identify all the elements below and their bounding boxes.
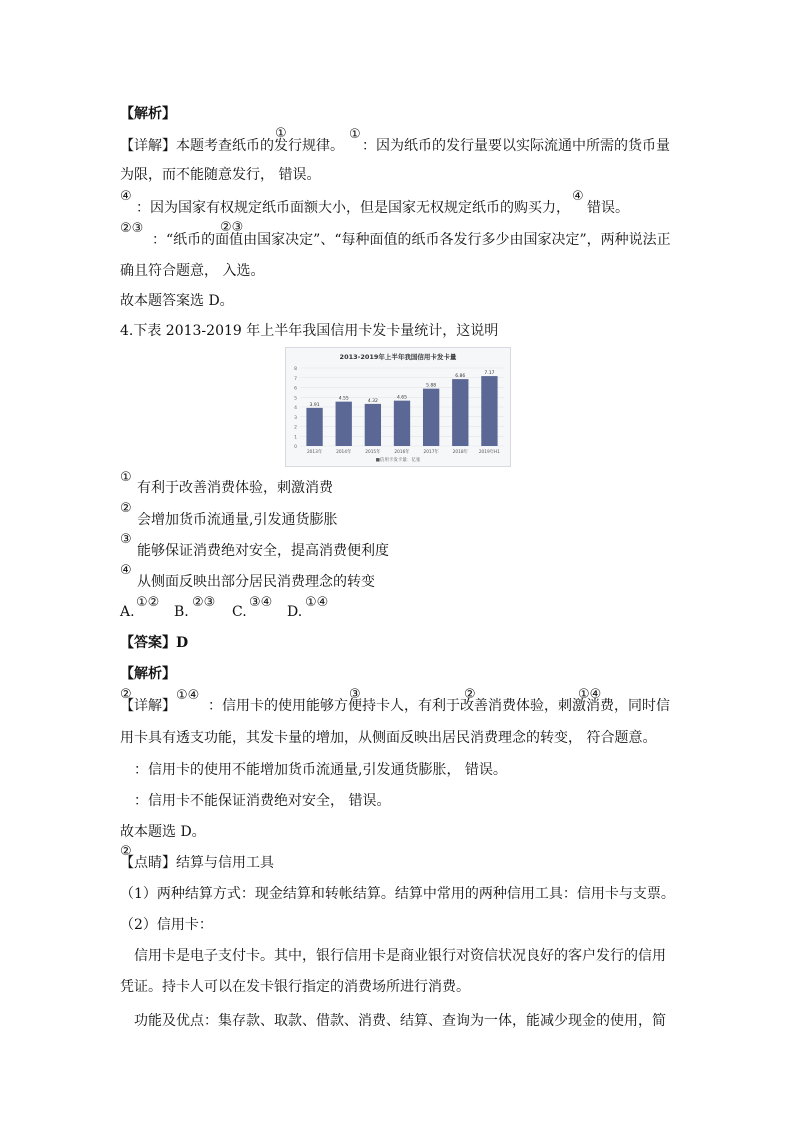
circled-14-marker: ①④ xyxy=(578,687,602,702)
answer-line: 故本题选 D。 xyxy=(120,824,206,840)
detail-line-5: 确且符合题意， 入选。 xyxy=(120,263,265,279)
x-tick-label: 2018年 xyxy=(452,450,468,455)
option-3: 能够保证消费绝对安全，提高消费便利度 xyxy=(137,543,389,559)
paragraph-3: 信用卡是电子支付卡。其中，银行信用卡是商业银行对资信状况良好的客户发行的信用 xyxy=(134,948,666,964)
bar-value-label: 4.65 xyxy=(396,395,408,401)
option-1: 有利于改善消费体验，刺激消费 xyxy=(137,480,333,496)
bar xyxy=(365,404,381,446)
circled-2-marker: ② xyxy=(120,501,132,516)
option-2: 会增加货币流通量,引发通货膨胀 xyxy=(137,512,338,528)
analysis-heading: 【解析】 xyxy=(120,106,176,122)
y-tick-label: 6 xyxy=(294,386,297,392)
chart-title: 2013-2019年上半年我国信用卡发卡量 xyxy=(339,353,457,361)
bar xyxy=(394,401,410,446)
circled-2-marker: ② xyxy=(120,844,132,859)
bar-value-label: 7.17 xyxy=(484,371,495,377)
bar-chart xyxy=(285,347,511,467)
paragraph-5: 功能及优点：集存款、取款、借款、消费、结算、查询为一体，能减少现金的使用，简 xyxy=(134,1013,666,1029)
circled-1-marker: ① xyxy=(275,126,287,141)
detail-line-3: ：信用卡的使用不能增加货币流通量,引发通货膨胀， 错误。 xyxy=(134,762,507,778)
choice-a-label: A. xyxy=(120,604,135,620)
circled-23-marker: ②③ xyxy=(220,220,244,235)
bar-value-label: 6.86 xyxy=(455,374,466,380)
y-tick-label: 5 xyxy=(294,396,297,402)
y-tick-label: 1 xyxy=(294,435,297,441)
x-tick-label: 2017年 xyxy=(423,450,439,455)
bar xyxy=(452,379,468,446)
x-tick-label: 2016年 xyxy=(394,450,410,455)
bar xyxy=(423,389,439,446)
circled-4-marker: ④ xyxy=(572,189,584,204)
choice-c-circles: ③④ xyxy=(249,595,273,610)
detail-heading: 【详解】 xyxy=(120,698,176,714)
paragraph-2: （2）信用卡： xyxy=(120,917,213,933)
circled-23-marker: ②③ xyxy=(120,221,144,236)
circled-3-marker: ③ xyxy=(120,532,132,547)
circled-3-marker: ③ xyxy=(349,687,361,702)
analysis-heading: 【解析】 xyxy=(120,666,176,682)
circled-2-marker: ② xyxy=(120,687,132,702)
y-tick-label: 2 xyxy=(294,425,297,431)
circled-2-marker: ② xyxy=(464,687,476,702)
answer-line: 故本题答案选 D。 xyxy=(120,293,234,309)
x-tick-label: 2015年 xyxy=(365,450,381,455)
circled-1-marker: ① xyxy=(349,127,361,142)
detail-line-2: 用卡具有透支功能，其发卡量的增加，从侧面反映出居民消费理念的转变， 符合题意。 xyxy=(120,730,657,746)
y-tick-label: 4 xyxy=(294,406,297,411)
detail-line-1: ：信用卡的使用能够方便持卡人，有利于改善消费体验，刺激消费，同时信 xyxy=(208,698,670,714)
y-tick-label: 7 xyxy=(294,376,297,382)
detail-line-1a: 【详解】本题考查纸币的发行规律。 xyxy=(120,138,344,154)
x-tick-label: 2014年 xyxy=(336,450,352,455)
choice-d-label: D. xyxy=(287,604,303,620)
question-stem: 4.下表 2013-2019 年上半年我国信用卡发卡量统计，这说明 xyxy=(120,323,499,339)
bar xyxy=(306,408,322,446)
bar-value-label: 4.55 xyxy=(338,396,349,402)
x-tick-label: 2019年H1 xyxy=(478,450,501,455)
choice-d-circles: ①④ xyxy=(305,595,329,610)
choice-a-circles: ①② xyxy=(136,595,160,610)
chart-canvas xyxy=(286,348,510,466)
detail-line-1b: ：因为纸币的发行量要以实际流通中所需的货币量 xyxy=(362,138,670,154)
detail-line-4: ：“纸币的面值由国家决定”、“每种面值的纸币各发行多少由国家决定”，两种说法正 xyxy=(152,232,671,248)
chart-legend: ■信用卡发卡量：亿张 xyxy=(375,458,421,463)
y-tick-label: 8 xyxy=(294,367,297,372)
choice-b-label: B. xyxy=(174,604,189,620)
circled-4-marker: ④ xyxy=(120,189,132,204)
detail-line-4: ：信用卡不能保证消费绝对安全， 错误。 xyxy=(134,793,391,809)
detail-line-3b: 错误。 xyxy=(587,200,629,216)
choice-c-label: C. xyxy=(232,604,247,620)
x-tick-label: 2013年 xyxy=(306,450,323,455)
circled-14-marker: ①④ xyxy=(176,688,200,703)
circled-1-marker: ① xyxy=(120,470,132,485)
bar xyxy=(336,402,352,446)
y-tick-label: 0 xyxy=(294,445,297,450)
paragraph-4: 凭证。持卡人可以在发卡银行指定的消费场所进行消费。 xyxy=(120,979,470,995)
bar-value-label: 3.91 xyxy=(309,402,320,408)
option-4: 从侧面反映出部分居民消费理念的转变 xyxy=(137,574,375,590)
answer-heading: 【答案】D xyxy=(120,635,189,651)
bar xyxy=(481,376,497,446)
key-points-heading: 【点睛】结算与信用工具 xyxy=(120,855,274,871)
circled-4-marker: ④ xyxy=(120,563,132,578)
bar-value-label: 4.32 xyxy=(367,398,378,404)
y-tick-label: 3 xyxy=(294,415,297,421)
paragraph-1: （1）两种结算方式：现金结算和转帐结算。结算中常用的两种信用工具：信用卡与支票。 xyxy=(120,886,675,902)
detail-line-2: 为限，而不能随意发行， 错误。 xyxy=(120,167,321,183)
choice-b-circles: ②③ xyxy=(192,595,216,610)
bar-value-label: 5.88 xyxy=(426,383,437,389)
detail-line-3: ：因为国家有权规定纸币面额大小，但是国家无权规定纸币的购买力， xyxy=(136,200,570,216)
